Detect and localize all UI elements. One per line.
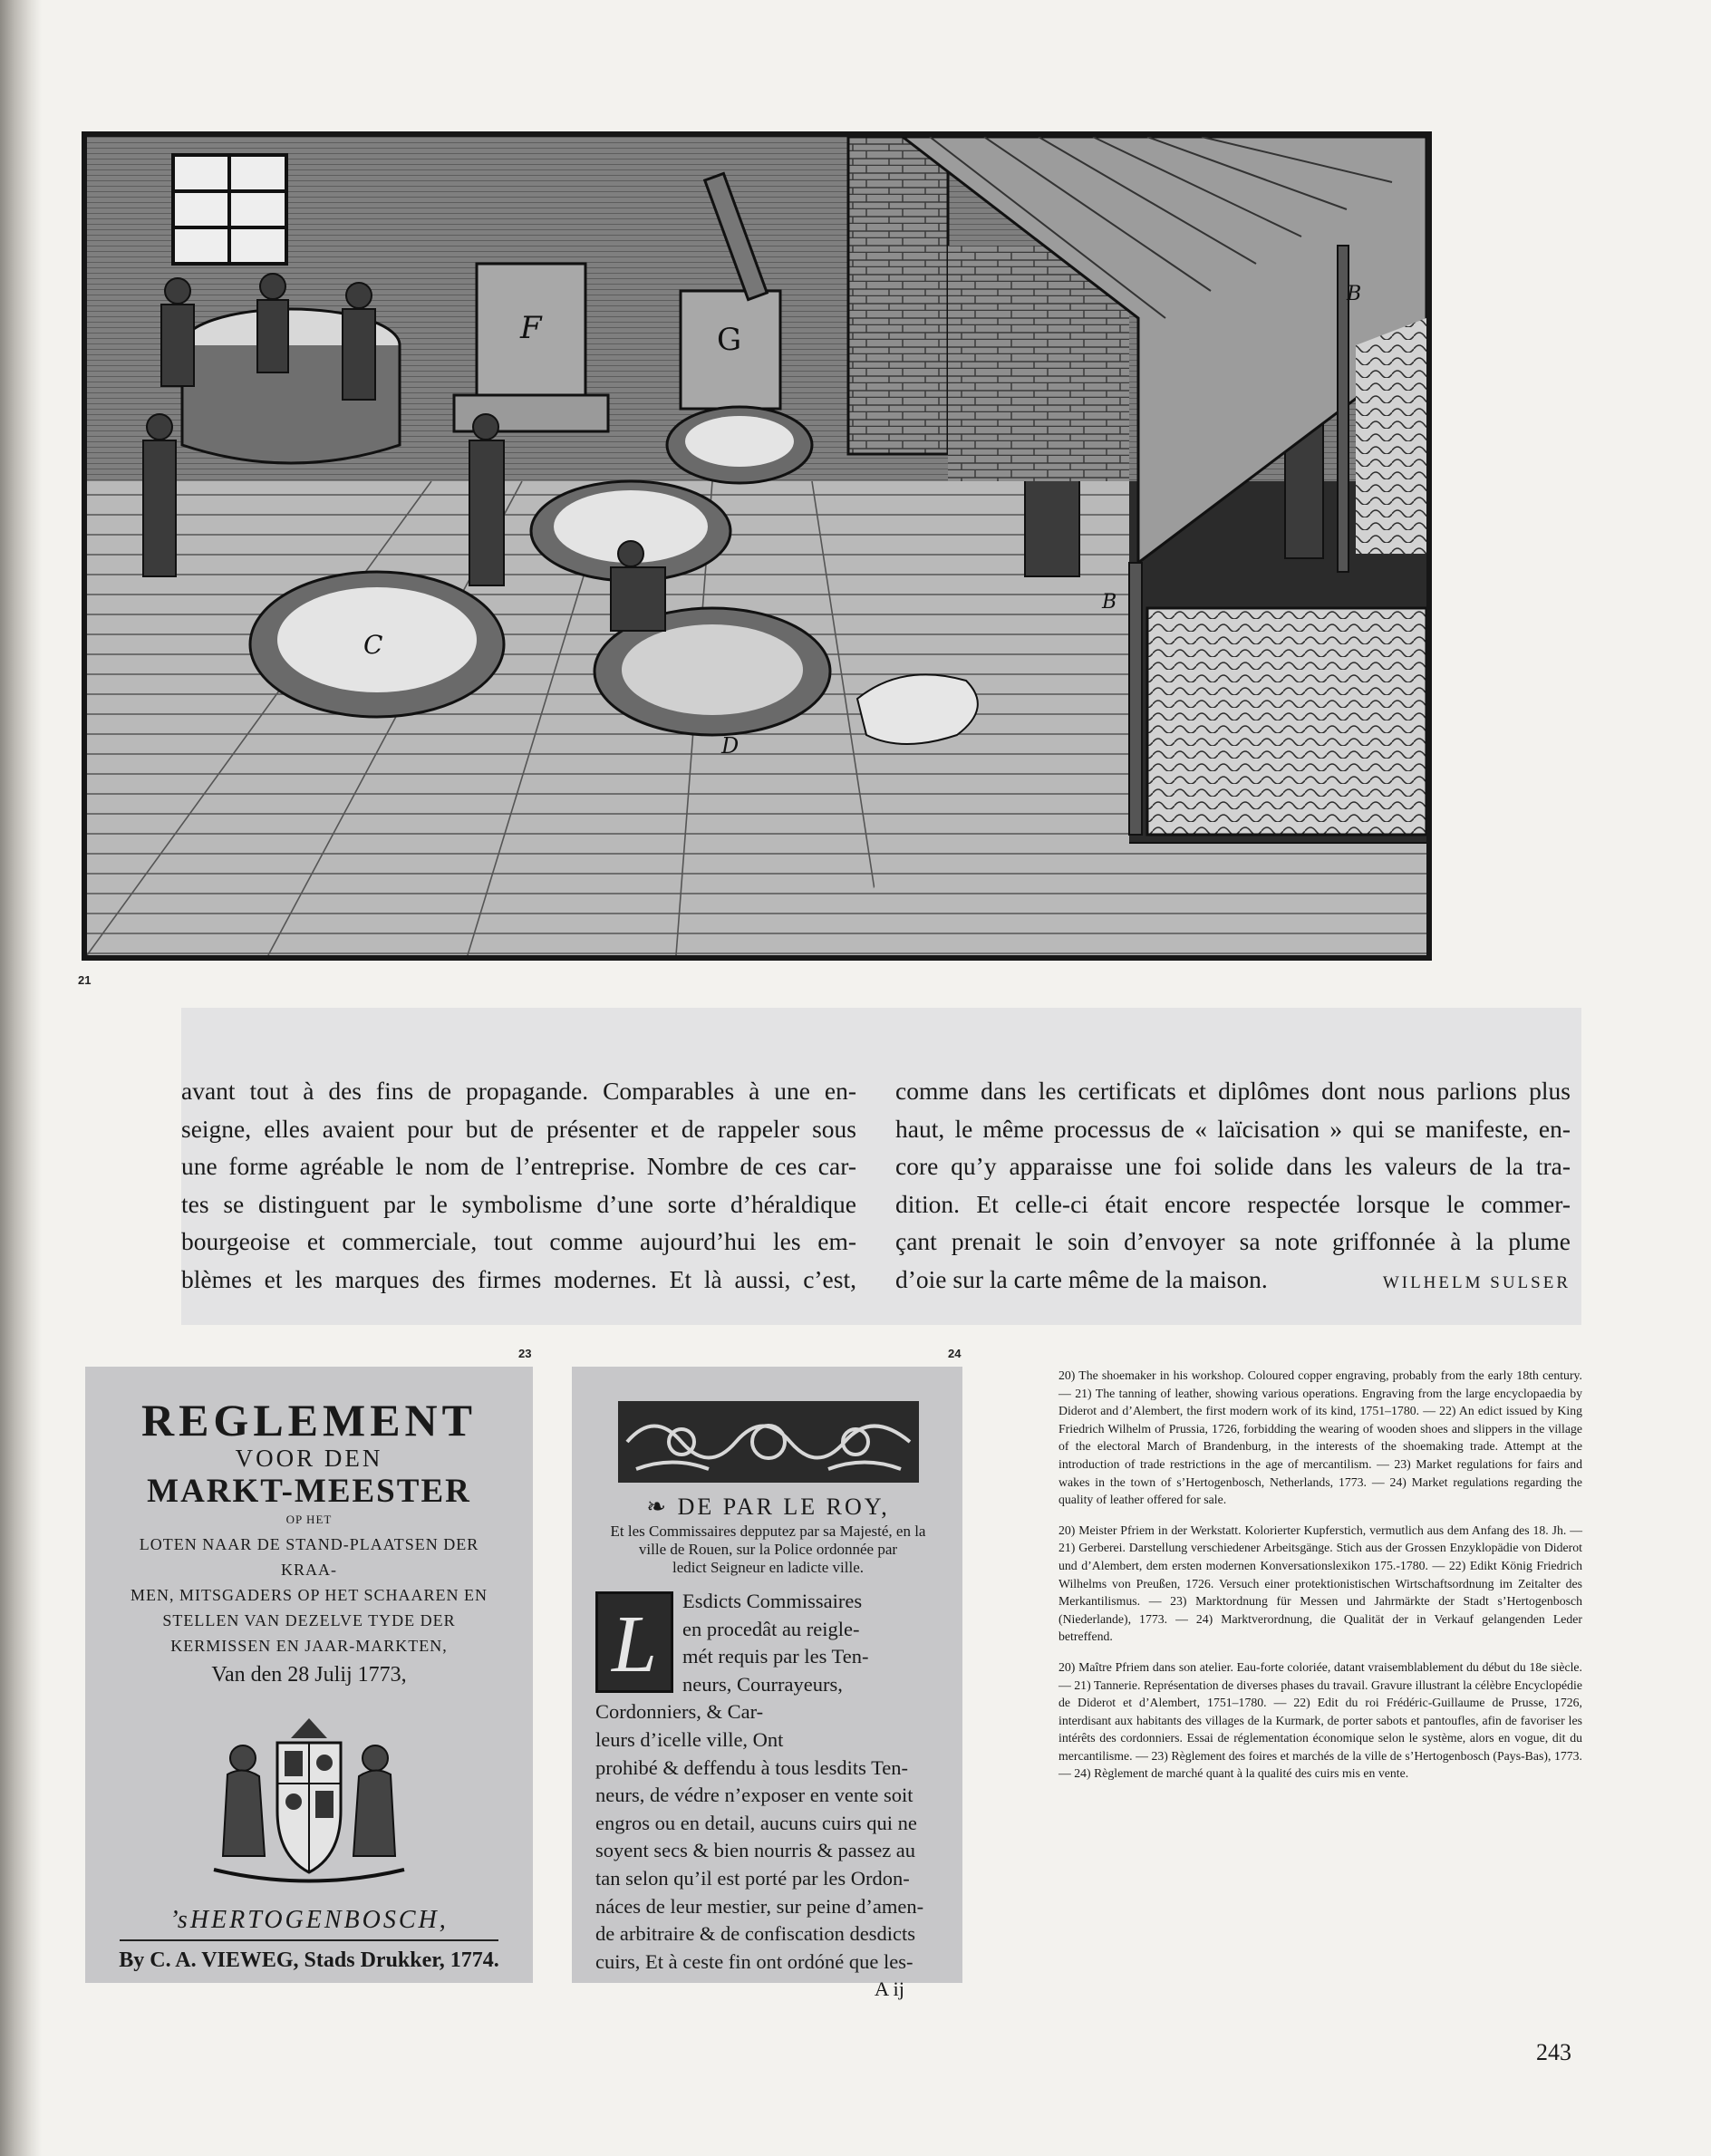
doc-text-line: soyent secs & bien nourris & passez au [595, 1839, 916, 1862]
doc-text-line: Cordonniers, & Car- [595, 1700, 764, 1724]
doc-divider [120, 1939, 498, 1941]
doc-heading-text: DE PAR LE ROY, [677, 1494, 890, 1520]
drop-cap: L [595, 1591, 673, 1693]
doc-text-line: engros ou en detail, aucuns cuirs qui ne [595, 1811, 917, 1834]
caption-german: 20) Meister Pfriem in der Werkstatt. Kolorierter Kupferstich, vermutlich aus dem Anfang des 18. Jh. — 21) Gerberei. Darstellung verschiedener Arbeitsgänge. Stich aus der Grossen Enzyklopädie von Diderot und d’Alembert, dem ersten modernen Konversationslexikon 175.-1780. — 22) Edikt König Friedrich Wilhelms von Preußen, 1726. Versuch einer protektionistischen Wirtschaftsordnung im Zeitalter des Merkantilismus. — 23) Marktordnung für Messen und Jahrmärkte der Stadt s’Hertogenbosch (Niederlande), 1773. — 24) Marktverordnung, die Qualität der in Verkauf gelangenden Leder betreffend. [1058, 1523, 1582, 1644]
doc-body-line: KERMISSEN EN JAAR-MARKTEN, [170, 1637, 448, 1655]
text-line: haut, le même processus de « laïcisation » qui se manifeste, en- [895, 1114, 1571, 1143]
author-signature: WILHELM SULSER [1382, 1272, 1571, 1292]
doc-text-line: náces de leur mestier, sur peine d’amen- [595, 1894, 924, 1918]
fleuron-icon: ❧ [646, 1494, 678, 1520]
doc-signature-mark: A ij [874, 1977, 904, 2001]
doc-city: ’sHERTOGENBOSCH, [169, 1906, 449, 1934]
doc-text-line: neurs, de védre n’exposer en vente soit [595, 1784, 914, 1807]
article-column-right [895, 1072, 1571, 1301]
doc-body-line: STELLEN VAN DEZELVE TYDE DER [162, 1611, 456, 1629]
doc-text-line: neurs, Courrayeurs, [682, 1672, 843, 1696]
ornamental-border-icon [618, 1401, 919, 1483]
doc-text-line: mét requis par les Ten- [682, 1645, 869, 1668]
text-line: tes se distinguent par le symbolisme d’une sorte d’héraldique [181, 1189, 856, 1218]
doc-printer: By C. A. VIEWEG, Stads Drukker, 1774. [119, 1948, 499, 1972]
svg-text:C: C [363, 630, 383, 660]
page-number: 243 [1536, 2039, 1571, 2065]
text-line [895, 1261, 1571, 1299]
text-line: çant prenait le soin d’envoyer sa note griffonnée à la plume [895, 1227, 1571, 1255]
doc-small-line: Et les Commissaires depputez par sa Majesté, en la [610, 1523, 926, 1540]
market-regulation-document-23 [85, 1367, 533, 1983]
svg-text:G: G [717, 322, 742, 358]
doc-body-line: MEN, MITSGADERS OP HET SCHAAREN EN [130, 1586, 488, 1604]
figure-captions [1058, 1367, 1582, 1795]
doc-text-line: leurs d’icelle ville, Ont [595, 1727, 784, 1751]
caption-english: 20) The shoemaker in his workshop. Coloured copper engraving, probably from the early 18th century. — 21) The tanning of leather, showing various operations. Engraving from the large encyclopaedia by Diderot and d’Alembert, the first modern work of its kind, 1751–1780. — 22) An edict issued by King Friedrich Wilhelm of Prussia, 1726, forbidding the wearing of wooden shoes and slippers in the village of the electoral March of Brandenburg, in the interests of the shoemaking trade. Attempt at the introduction of trade restrictions in the age of mercantilism. — 23) Market regulations for fairs and wakes in the town of s’Hertogenbosch, Netherlands, 1773. — 24) Market regulations regarding the quality of leather offered for sale. [1058, 1368, 1582, 1507]
leather-regulation-document-24 [572, 1367, 962, 2001]
doc-text-line: de arbitraire & de confiscation desdicts [595, 1922, 915, 1946]
doc-small-line: ledict Seigneur en ladicte ville. [672, 1559, 864, 1576]
text-line: une forme agréable le nom de l’entreprise. Nombre de ces car- [181, 1152, 856, 1180]
doc-small-text: OP HET [285, 1513, 333, 1526]
doc-text-line: en procedât au reigle- [682, 1617, 860, 1640]
figure-number-24: 24 [948, 1347, 962, 1360]
text-line: bourgeoise et commerciale, tout comme aujourd’hui les em- [181, 1227, 856, 1255]
text-line: dition. Et celle-ci était encore respectée lorsque le commer- [895, 1189, 1571, 1218]
figure-number-23: 23 [518, 1347, 532, 1360]
doc-body [112, 1532, 506, 1658]
svg-text:B: B [1347, 283, 1362, 305]
doc-date: Van den 28 Julij 1773, [211, 1663, 407, 1687]
article-column-left [181, 1072, 856, 1298]
doc-text-line: cuirs, Et à ceste fin ont ordóné que les- [595, 1949, 914, 1973]
svg-text:B: B [1102, 591, 1117, 614]
tannery-engraving [82, 131, 1432, 961]
text-line: comme dans les certificats et diplômes dont nous parlions plus [895, 1077, 1571, 1105]
doc-text-line: prohibé & deffendu à tous lesdits Ten- [595, 1755, 909, 1779]
doc-text [595, 1588, 941, 2004]
text-line: avant tout à des fins de propagande. Comparables à une en- [181, 1077, 856, 1105]
text-line: core qu’y apparaisse une foi solide dans les valeurs de la tra- [895, 1152, 1571, 1180]
book-spine-shadow [0, 0, 42, 2156]
doc-text-line: Esdicts Commissaires [682, 1590, 863, 1612]
doc-title-secondary: MARKT-MEESTER [147, 1473, 471, 1510]
text-line-last: d’oie sur la carte même de la maison. [895, 1264, 1268, 1293]
figure-number-21: 21 [78, 973, 92, 987]
doc-small-line: ville de Rouen, sur la Police ordonnée par [638, 1541, 898, 1558]
doc-body-line: LOTEN NAAR DE STAND-PLAATSEN DER KRAA- [139, 1535, 479, 1579]
caption-french: 20) Maître Pfriem dans son atelier. Eau-forte coloriée, datant vraisemblablement du début du 18e siècle. — 21) Tannerie. Représentation de diverses phases du travail. Gravure illustrant la célèbre Encyclopédie de Diderot et d’Alembert, 1751–1780. — 22) Edit du roi Frédéric-Guillaume de Prusse, 1726, interdisant aux habitants des villages de la Kurmark, de porter sabots et pantoufles, afin de favoriser les intérêts des cordonniers. Essai de réglementation économique selon le système, alors en vogue, dit du mercantilisme. — 23) Règlement des foires et marchés de la ville de s’Hertogenbosch (Pays-Bas), 1773. — 24) Règlement de marché quant à la qualité des cuirs mis en vente. [1058, 1659, 1582, 1781]
text-line: seigne, elles avaient pour but de présenter et de rappeler sous [181, 1114, 856, 1143]
text-line: blèmes et les marques des firmes modernes. Et là aussi, c’est, [181, 1264, 856, 1293]
coat-of-arms-icon [205, 1711, 413, 1892]
svg-text:D: D [721, 733, 740, 759]
doc-subtitle: VOOR DEN [235, 1445, 383, 1472]
doc-text-line: tan selon qu’il est porté par les Ordon- [595, 1866, 910, 1890]
svg-text:F: F [520, 310, 542, 346]
doc-title: REGLEMENT [140, 1395, 478, 1445]
doc-heading [595, 1492, 941, 1523]
